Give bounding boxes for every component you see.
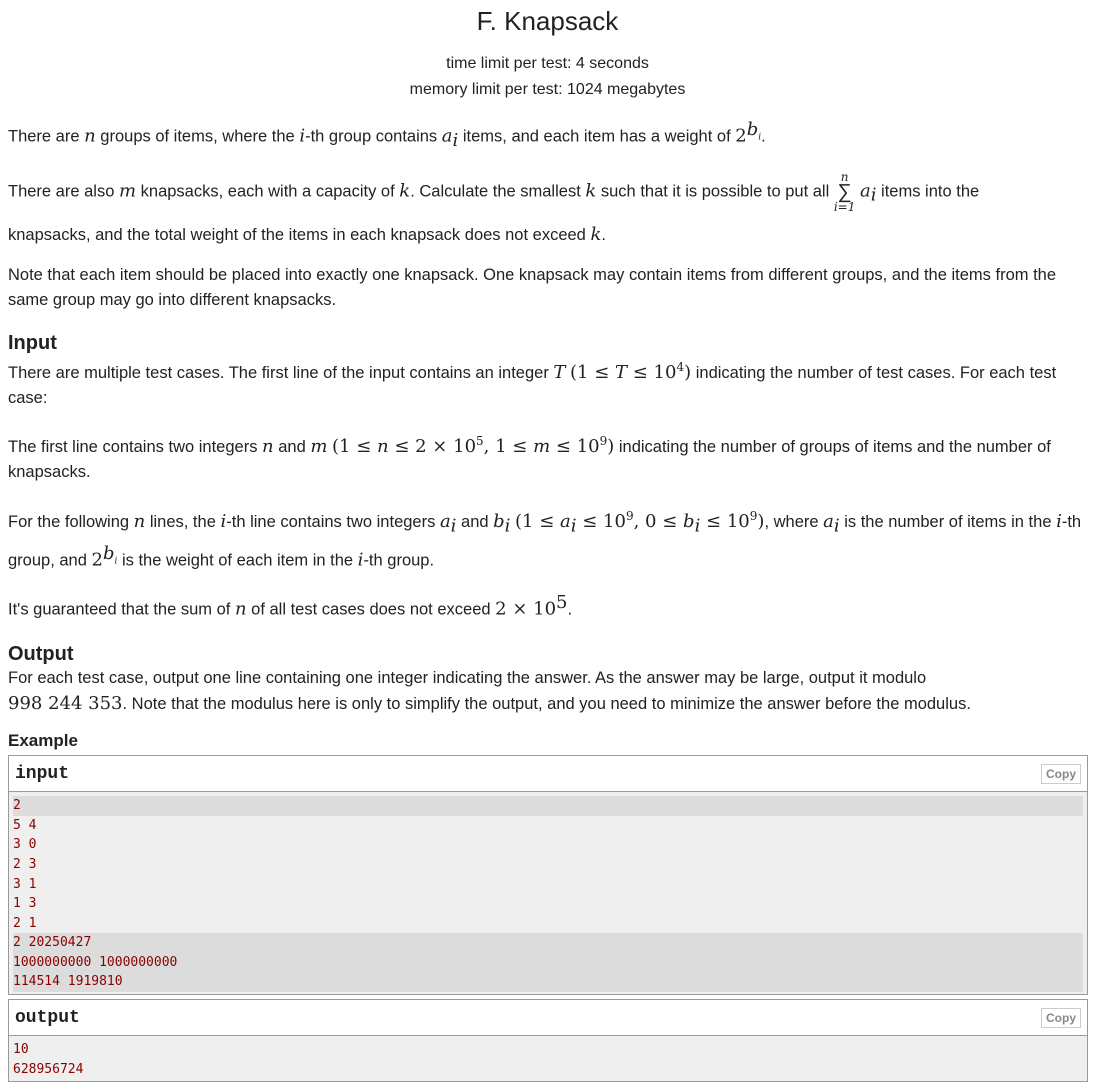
test-line: 5 4 [13,817,37,833]
test-line: 2 [13,796,1083,816]
output-label: output [15,1007,80,1028]
test-line: 10 [13,1042,29,1058]
example-output-content[interactable] [9,1036,1087,1081]
test-line: 3 1 [13,876,37,892]
test-line: 114514 1919810 [13,972,1083,992]
test-line: 2 3 [13,856,37,872]
output-paragraph: For each test case, output one line containing one integer indicating the answer. As the answer may be large, output it modulo 998 244 353. Note that the modulus here is only to simplify the output, and you need to minimize the answer before the modulus. [8,669,971,715]
problem-title: F. Knapsack [476,6,619,36]
input-label: input [15,763,70,784]
legend-paragraph-2: There are also m knapsacks, each with a capacity of k. Calculate the smallest k such that it is possible to put all n ∑ i=1 $a_i$ items into the knapsacks, and the total weight of the items in each knapsack does not exceed k. [8,169,980,246]
copy-output-button[interactable]: Copy [1041,1008,1081,1028]
test-line: 628956724 [13,1061,84,1077]
input-paragraph-4: It's guaranteed that the sum of n of all test cases does not exceed $2 \times 10^5$. [8,591,573,620]
input-paragraph-2: The first line contains two integers n and m ($1 \le n \le 2 \times 10^5$, $1 \le m \le 10^9$) indicating the number of groups of items and the number of knapsacks. [8,434,1051,482]
test-line: 1000000000 1000000000 [13,953,1083,973]
problem-statement [0,117,1095,751]
input-section-title: Input [8,332,57,355]
input-paragraph-3: For the following n lines, the i-th line contains two integers $a_i$ and $b_i$ ($1 \le a_i \le 10^9$, $0 \le b_i \le 10^9$), where $a_i$ is the number of items in the i-th group, and $2^{b_i}$ is the weight of each item in the i-th group. [8,509,1082,571]
test-line: 3 0 [13,837,37,853]
problem-header [0,0,1095,103]
example-input-box [8,755,1088,995]
test-line: 2 1 [13,915,37,931]
test-line: 1 3 [13,896,37,912]
copy-input-button[interactable]: Copy [1041,764,1081,784]
legend-paragraph-1: There are n groups of items, where the i-th group contains $a_i$ items, and each item has a weight of $2^{b_i}$. [8,119,766,151]
output-section-title: Output [8,643,74,666]
summation: n ∑ i=1 [833,169,856,214]
input-paragraph-1: There are multiple test cases. The first line of the input contains an integer T $(1 \le T \le 10^4)$ indicating the number of test cases. For each test case: [8,360,1057,408]
memory-limit: memory limit per test: 1024 megabytes [409,81,686,98]
example-title: Example [8,731,78,751]
test-line: 2 20250427 [13,933,1083,953]
legend-paragraph-3: Note that each item should be placed into exactly one knapsack. One knapsack may contain items from different groups, and the items from the same group may go into different knapsacks. [8,266,1057,310]
example-input-content[interactable] [9,792,1087,994]
example-input-header [9,756,1087,792]
example-output-box [8,999,1088,1082]
time-limit: time limit per test: 4 seconds [446,55,649,72]
example-output-header [9,1000,1087,1036]
